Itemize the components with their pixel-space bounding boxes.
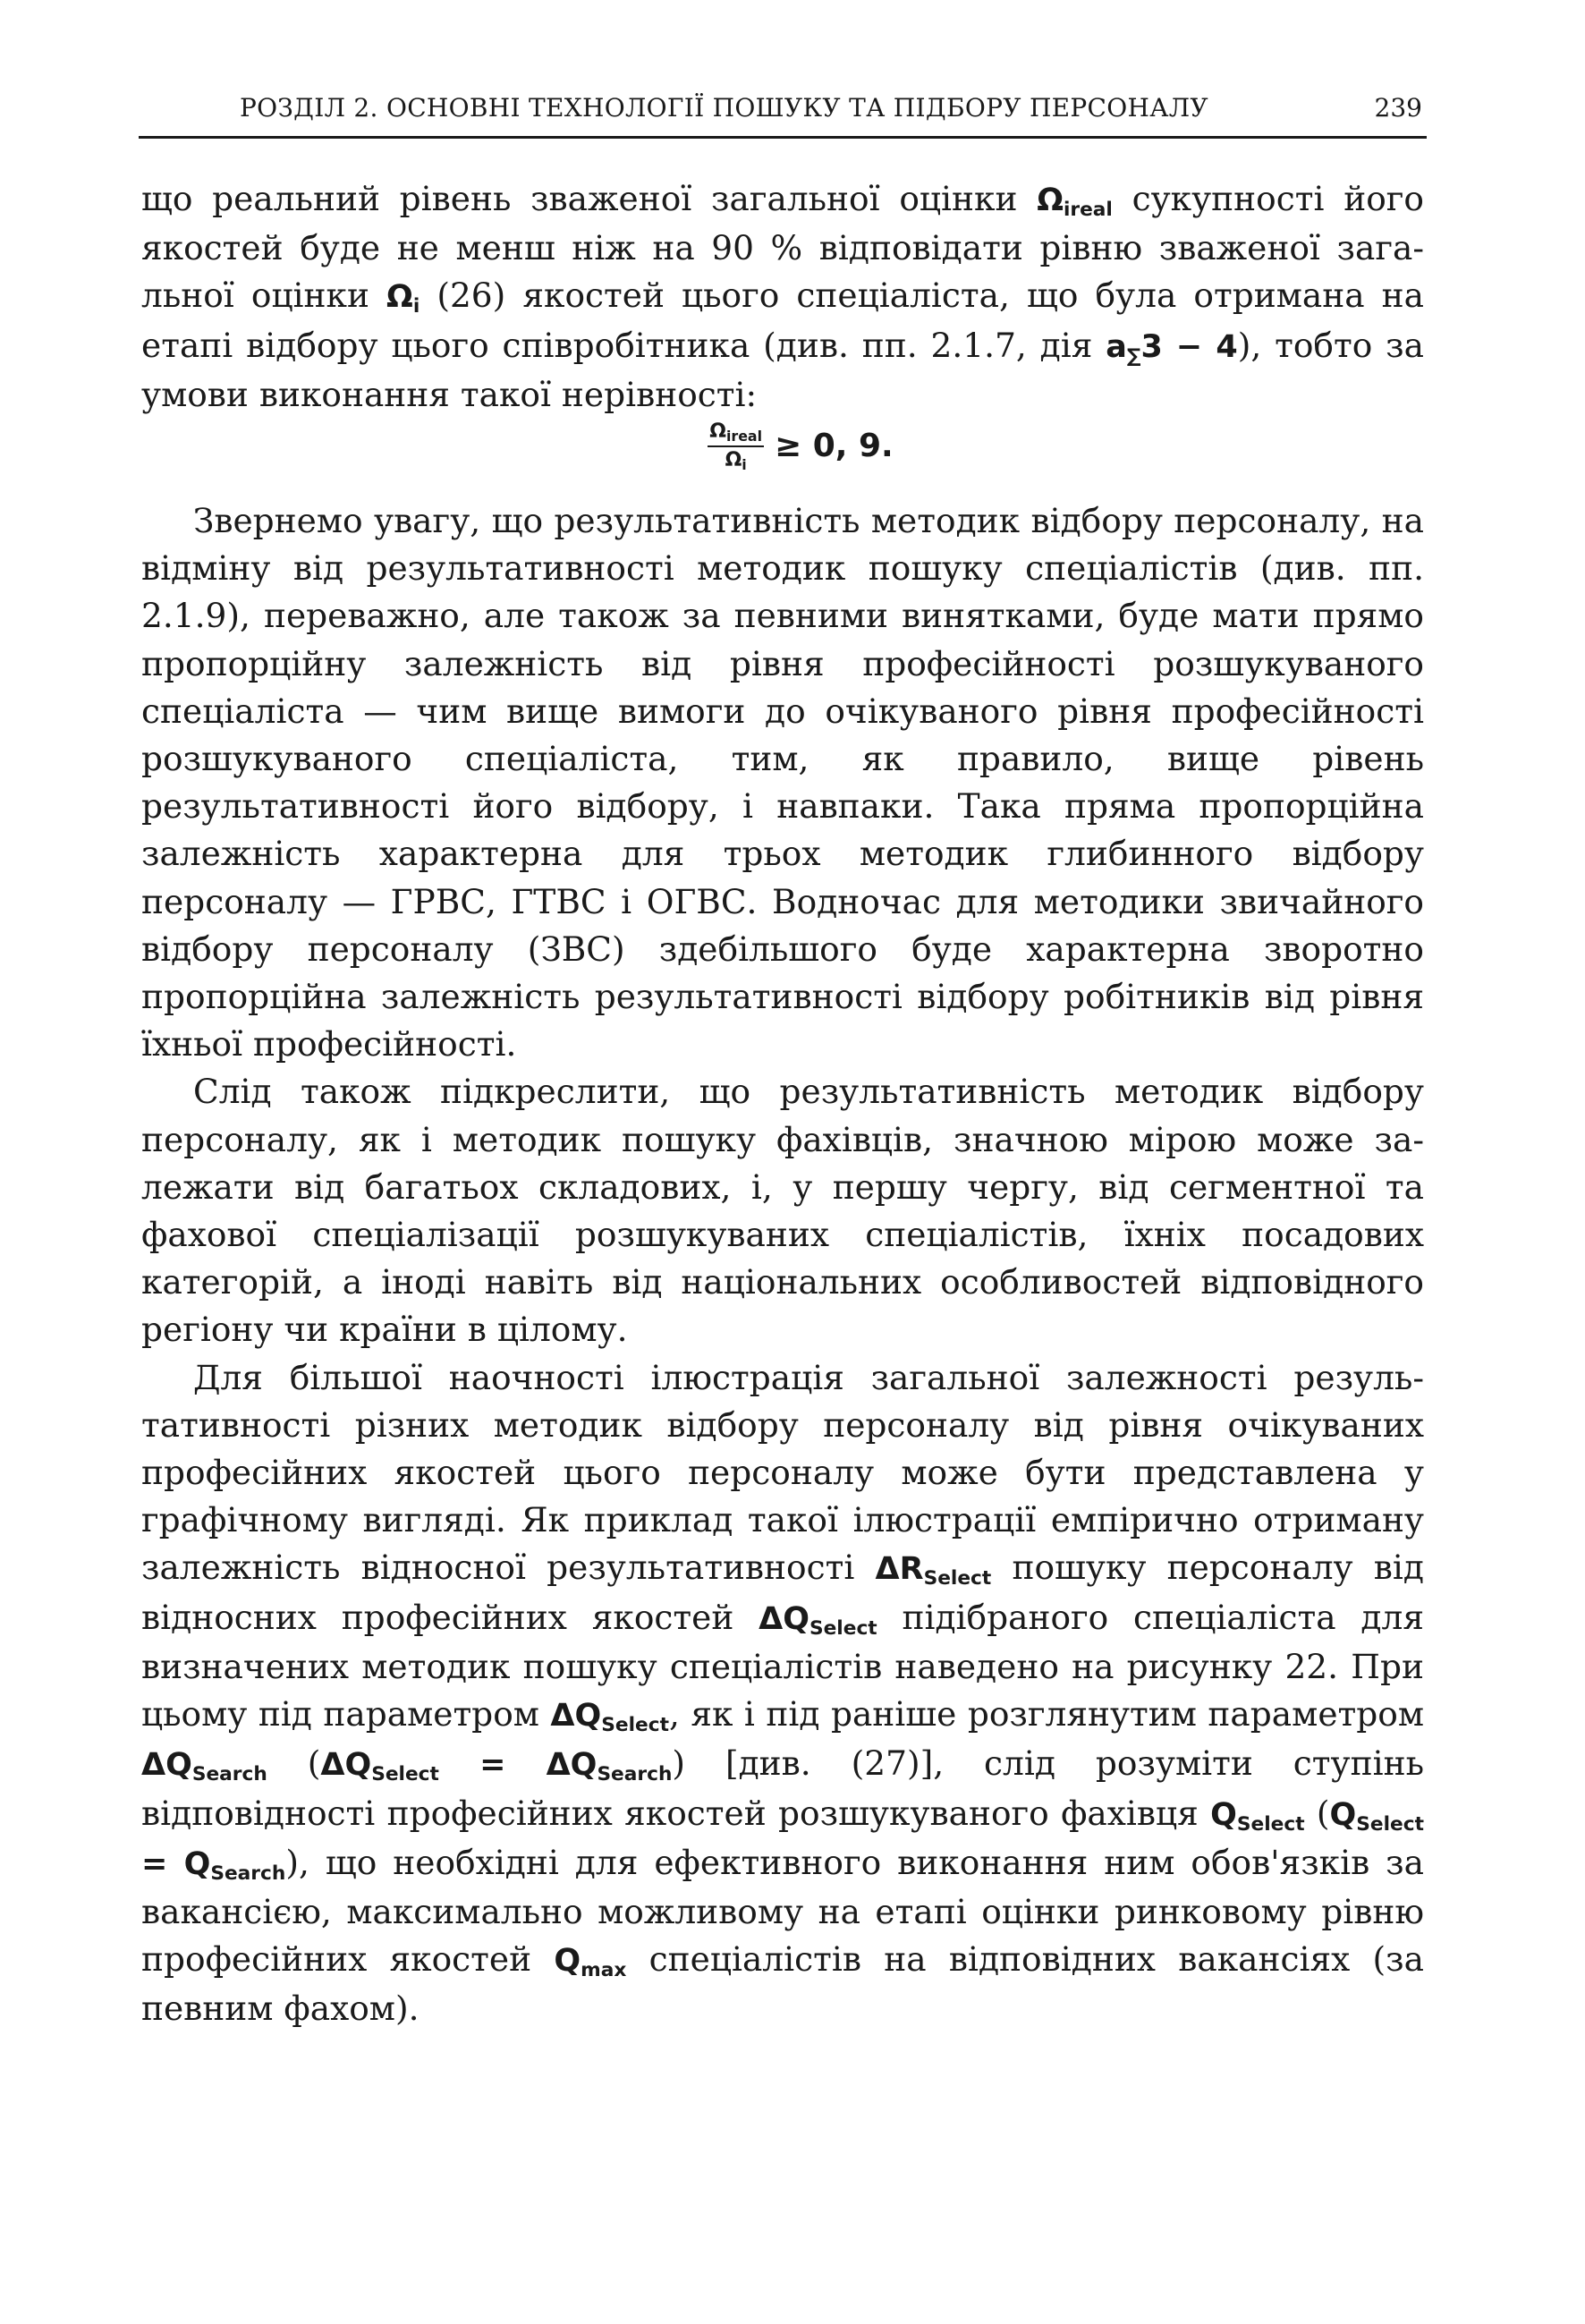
delta-q-search-letter: ΔQ (141, 1747, 192, 1784)
formula-fraction (708, 419, 764, 474)
denominator-subscript: i (742, 455, 747, 473)
formula-relation: ≥ 0, 9. (775, 428, 894, 465)
q-equality-sign: = (141, 1845, 184, 1882)
q-max-subscript: max (581, 1959, 627, 1982)
omega-i-symbol (386, 279, 420, 318)
q-equality-left-subscript: Select (1356, 1812, 1424, 1836)
q-select-subscript: Select (1236, 1812, 1305, 1836)
action-a-letter: a (1106, 328, 1127, 365)
paragraph-4 (141, 1354, 1424, 2033)
equality-right-subscript: Search (597, 1763, 673, 1786)
paragraph-1-text-b: сукупності його якостей буде не менш ніж на 90 % відповідати рівню зваженої загальної оцінки (141, 179, 1424, 316)
q-select-letter: Q (1210, 1796, 1237, 1833)
equality-left-letter: ΔQ (320, 1747, 372, 1784)
action-range-expression: 3 − 4 (1140, 328, 1238, 365)
paragraph-1-text-a: що реальний рівень зваженої загальної оцінки (141, 179, 1038, 218)
delta-q-equality (320, 1747, 673, 1786)
omega-ireal-letter: Ω (1037, 182, 1064, 218)
equality-sign: = (438, 1747, 547, 1784)
paragraph-4-text-d: , як і під раніше розглянутим параметром (668, 1694, 1425, 1735)
delta-q-select-symbol (759, 1600, 877, 1640)
formula-numerator (708, 419, 764, 447)
paragraph-4-text-c: підібраного спеціаліста для визначених методик пошуку спеціалістів наведено на рисунку 22. При цьому під параметром (141, 1597, 1424, 1735)
delta-q-subscript-2: Select (601, 1714, 669, 1737)
paragraph-1-text-c: (26) якостей цього спеціаліста, що була отримана на етапі відбору цього співробітника (див. пп. 2.1.7, дія (141, 276, 1424, 365)
paragraph-4-text-h: ), що необхідні для ефективного виконання ним обов'язків за вакансією, максимально можливому на етапі оцінки ринковому рівню професійних якостей (141, 1842, 1424, 1980)
paragraph-4-text-e: ( (267, 1743, 321, 1784)
delta-q-letter: ΔQ (759, 1600, 809, 1637)
paragraph-2: Звернемо увагу, що результативність методик відбору персоналу, на відміну від результативності методик пошуку спеціалістів (див. пп. 2.1.9), переважно, але також за певними винятками, буде мати прямо пропорційну залежність від рівня професійності розшукуваного спеціаліста — чим вище вимоги до очікуваного рівня професійності розшукуваного спеціаліста, тим, як правило, вище рівень результативності його відбору, і навпаки. Така пряма пропорційна залежність характерна для трьох методик глибинного відбору персоналу — ГРВС, ГТВС і ОГВС. Водночас для методики звичайного відбору персоналу (ЗВС) здебільшого буде характерна зворотно пропорційна залежність результативності відбору робітників від рівня їхньої професійності. (141, 501, 1424, 1064)
paragraph-1 (141, 175, 1424, 419)
delta-q-letter-2: ΔQ (550, 1698, 602, 1735)
q-equality-right-subscript: Search (210, 1862, 286, 1885)
omega-ireal-symbol (1037, 182, 1113, 222)
page-body (141, 175, 1424, 2033)
formula-content (708, 419, 893, 474)
omega-ireal-subscript: ireal (1063, 199, 1113, 222)
numerator-subscript: ireal (725, 427, 763, 445)
delta-r-select-symbol (875, 1551, 992, 1590)
action-a-sigma-symbol (1106, 328, 1238, 368)
delta-q-search-subscript: Search (191, 1763, 267, 1786)
omega-i-letter: Ω (386, 279, 413, 316)
paragraph-4-text-b: пошуку персоналу від відносних професійних якостей (141, 1548, 1424, 1637)
numerator-symbol: Ω (709, 420, 726, 444)
delta-r-letter: ΔR (875, 1551, 924, 1588)
q-equality-left-letter: Q (1329, 1796, 1357, 1833)
paragraph-4-text-f: ) [див. (27)], слід розуміти ступінь відповідності професійних якостей розшукуваного фахівця (141, 1743, 1424, 1833)
paragraph-1-text-d: ), тобто за умови виконання такої нерівності: (141, 325, 1424, 414)
paragraph-3: Слід також підкреслити, що результативність методик відбору персоналу, як і методик пошуку фахівців, значною мірою може залежати від багатьох складових, і, у першу чергу, від сегментної та фахової спеціалізації розшукуваних спеціалістів, їхніх посадових категорій, а іноді навіть від національних особливостей відповідного регіону чи країни в цілому. (141, 1072, 1424, 1350)
q-select-symbol (1210, 1796, 1305, 1836)
paragraph-4-text-i: спеціалістів на відповідних вакансіях (за певним фахом). (141, 1939, 1424, 2029)
paragraph-4-text-g: ( (1304, 1793, 1330, 1833)
delta-r-subscript: Select (923, 1567, 992, 1590)
page-number: 239 (1374, 93, 1422, 123)
omega-i-subscript: i (412, 295, 420, 318)
delta-q-select-symbol-2 (550, 1698, 669, 1737)
paragraph-4-text-a: Для більшої наочності ілюстрація загальної залежності результативності різних методик відбору персоналу від рівня очікуваних професійних якостей цього персоналу може бути представлена у графічному вигляді. Як приклад такої ілюстрації емпірично отриману залежність відносної результативності (141, 1357, 1424, 1588)
inequality-formula (141, 419, 1424, 490)
q-max-letter: Q (554, 1943, 581, 1980)
action-sigma-subscript: ∑ (1126, 344, 1141, 368)
q-equality-right-letter: Q (183, 1845, 211, 1882)
formula-denominator (708, 447, 764, 474)
delta-q-subscript: Select (809, 1616, 877, 1640)
delta-q-search-symbol (141, 1747, 267, 1786)
equality-left-subscript: Select (371, 1763, 439, 1786)
running-head: РОЗДІЛ 2. ОСНОВНІ ТЕХНОЛОГІЇ ПОШУКУ ТА ПІДБОРУ ПЕРСОНАЛУ (240, 93, 1208, 123)
page-header (139, 89, 1427, 139)
q-max-symbol (554, 1943, 627, 1982)
denominator-symbol: Ω (725, 449, 742, 472)
equality-right-letter: ΔQ (546, 1747, 598, 1784)
